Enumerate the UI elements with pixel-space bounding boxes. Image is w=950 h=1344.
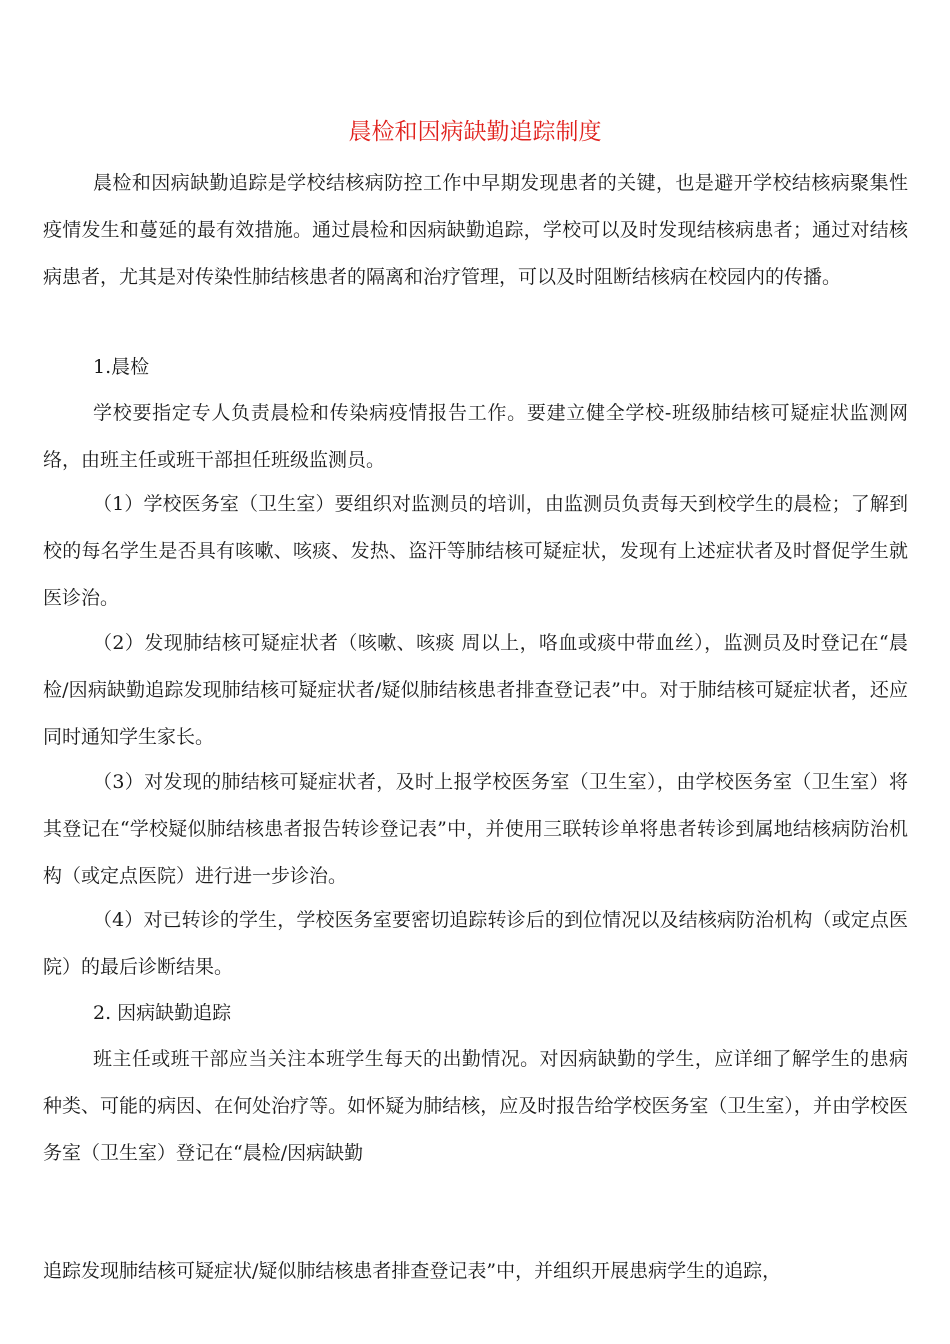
- item2-paragraph: （2）发现肺结核可疑症状者（咳嗽、咳痰 周以上，咯血或痰中带血丝），监测员及时登记在“晨检/因病缺勤追踪发现肺结核可疑症状者/疑似肺结核患者排查登记表”中。对于肺结核可疑症状者，还应同时通知学生家长。: [43, 632, 908, 748]
- item4-paragraph: （4）对已转诊的学生，学校医务室要密切追踪转诊后的到位情况以及结核病防治机构（或定点医院）的最后诊断结果。: [43, 909, 908, 978]
- section2-intro-paragraph: 班主任或班干部应当关注本班学生每天的出勤情况。对因病缺勤的学生，应详细了解学生的患病种类、可能的病因、在何处治疗等。如怀疑为肺结核，应及时报告给学校医务室（卫生室），并由学校医务室（卫生室）登记在“晨检/因病缺勤: [43, 1048, 908, 1164]
- continued-line: 追踪发现肺结核可疑症状/疑似肺结核患者排查登记表”中，并组织开展患病学生的追踪，: [43, 1260, 782, 1282]
- section1-heading: 1.晨检: [93, 356, 150, 378]
- item3-paragraph: （3）对发现的肺结核可疑症状者，及时上报学校医务室（卫生室），由学校医务室（卫生室）将其登记在“学校疑似肺结核患者报告转诊登记表”中，并使用三联转诊单将患者转诊到属地结核病防治机构（或定点医院）进行进一步诊治。: [43, 771, 908, 887]
- intro-paragraph: 晨检和因病缺勤追踪是学校结核病防控工作中早期发现患者的关键，也是避开学校结核病聚集性疫情发生和蔓延的最有效措施。通过晨检和因病缺勤追踪，学校可以及时发现结核病患者；通过对结核病患者，尤其是对传染性肺结核患者的隔离和治疗管理，可以及时阻断结核病在校园内的传播。: [43, 172, 908, 288]
- document-title: 晨检和因病缺勤追踪制度: [348, 119, 602, 145]
- item1-paragraph: （1）学校医务室（卫生室）要组织对监测员的培训，由监测员负责每天到校学生的晨检；了解到校的每名学生是否具有咳嗽、咳痰、发热、盗汗等肺结核可疑症状，发现有上述症状者及时督促学生就医诊治。: [43, 493, 908, 609]
- section2-heading: 2. 因病缺勤追踪: [93, 1002, 232, 1024]
- section1-intro-paragraph: 学校要指定专人负责晨检和传染病疫情报告工作。要建立健全学校-班级肺结核可疑症状监测网络，由班主任或班干部担任班级监测员。: [43, 402, 908, 471]
